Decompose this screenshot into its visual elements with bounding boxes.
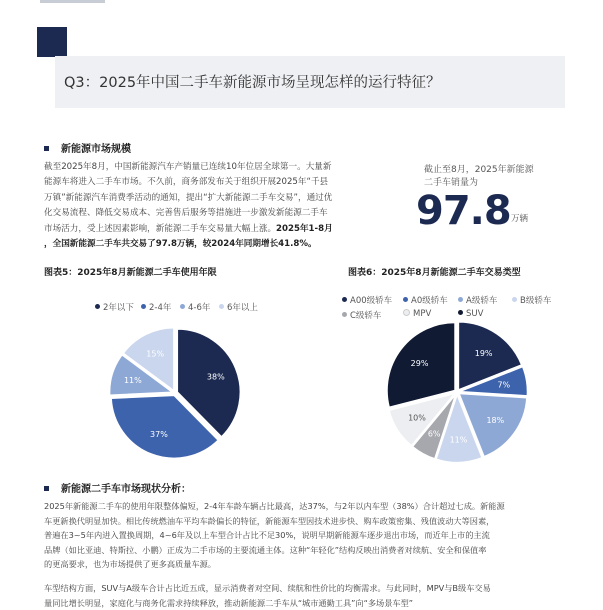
legend-label: A00级轿车 xyxy=(350,296,393,306)
para-bold-text: ，全国新能源二手车共交易了97.8万辆，较2024年同期增长41.8%。 xyxy=(44,239,317,250)
stat-label: 截止至8月，2025年新能源二手车销量为 xyxy=(424,165,534,188)
legend-swatch xyxy=(141,304,146,309)
legend-label: 2年以下 xyxy=(103,303,134,313)
legend-swatch xyxy=(458,310,463,315)
figure6-pie-chart xyxy=(387,322,527,462)
section-heading-text: 新能源二手车市场现状分析： xyxy=(61,484,191,495)
figure6-title: 图表6：2025年8月新能源二手车交易类型 xyxy=(348,268,521,278)
legend-item xyxy=(512,294,551,306)
pie-slice-label: 7% xyxy=(497,380,511,390)
pie-slice-label: 10% xyxy=(408,413,426,423)
para-line-text: 市场活力，受上述因素影响，新能源二手车交易量大幅上涨。 xyxy=(44,223,277,234)
pie-slice-label: 38% xyxy=(206,372,225,382)
vehicle-structure-paragraph xyxy=(44,581,564,610)
pie-slice-label: 11% xyxy=(123,376,142,386)
para-line: 万镇”新能源汽车消费季活动的通知，提出“扩大新能源二手车交易”，通过优 xyxy=(44,192,333,203)
stat-value: 97.8 xyxy=(416,188,511,234)
legend-swatch xyxy=(342,312,347,317)
legend-label: 6年以上 xyxy=(227,303,258,313)
legend-label: A级轿车 xyxy=(466,296,498,306)
legend-label: B级轿车 xyxy=(520,296,552,306)
pie-slice-label: 19% xyxy=(474,348,493,358)
para-bold-text: 2025年1-8月 xyxy=(276,223,333,234)
para-line: 能源车将进入二手车市场。不久前，商务部发布关于组织开展2025年“千县 xyxy=(44,177,329,188)
legend-swatch xyxy=(219,304,224,309)
legend-item xyxy=(141,301,171,313)
para-line: 车更新换代明显加快。相比传统燃油车平均车龄偏长的特征，新能源车型因技术进步快、购车政策密集、残值波动大等因素， xyxy=(44,515,495,526)
legend-swatch xyxy=(95,304,100,309)
legend-item xyxy=(403,309,431,319)
legend-item xyxy=(342,294,392,306)
para-line: 量同比增长明显，家庭化与商务化需求持续释放，推动新能源二手车从“城市通勤工具”向“多场景车型” xyxy=(44,597,414,608)
corner-accent-square xyxy=(37,27,67,57)
para-line: 2025年新能源二手车的使用年限整体偏短，2-4年车龄车辆占比最高，达37%，与2年以内车型（38%）合计超过七成。新能源 xyxy=(44,501,505,511)
top-edge-mark xyxy=(40,0,105,3)
legend-label: MPV xyxy=(413,309,432,319)
legend-swatch xyxy=(458,297,463,302)
pie-slice-label: 11% xyxy=(449,435,468,445)
legend-item xyxy=(458,309,483,319)
legend-label: SUV xyxy=(466,309,484,319)
section-heading-market-size xyxy=(44,140,131,155)
legend-label: 4-6年 xyxy=(188,303,211,313)
legend-label: C级轿车 xyxy=(350,311,382,321)
page-title: Q3：2025年中国二手车新能源市场呈现怎样的运行特征？ xyxy=(64,75,441,91)
legend-swatch xyxy=(403,309,410,316)
market-analysis-paragraph xyxy=(44,499,564,572)
pie-slice-label: 15% xyxy=(146,349,165,359)
figure5-title: 图表5：2025年8月新能源二手车使用年限 xyxy=(44,268,217,278)
legend-swatch xyxy=(403,297,408,302)
legend-item xyxy=(219,301,258,313)
para-line xyxy=(44,222,374,237)
para-line: 品牌（如比亚迪、特斯拉、小鹏）正成为二手市场的主要流通主体。这种“年轻化”结构反映出消费者对续航、安全和保值率 xyxy=(44,544,487,555)
para-line xyxy=(44,237,374,252)
stat-unit: 万辆 xyxy=(511,214,529,224)
figure5-pie-chart xyxy=(110,328,240,458)
pie-slice-label: 18% xyxy=(486,415,505,425)
market-size-paragraph xyxy=(44,160,374,252)
legend-swatch xyxy=(180,304,185,309)
bullet-square-icon xyxy=(44,146,49,151)
legend-item xyxy=(342,309,381,321)
para-line: 普遍在3~5年内进入置换周期，4~6年及以上车型合计占比不足30%，说明早期新能源车逐步退出市场，而近年上市的主流 xyxy=(44,530,490,541)
bullet-square-icon xyxy=(44,486,49,491)
pie-slice-label: 29% xyxy=(410,358,429,368)
legend-item xyxy=(180,301,210,313)
legend-label: 2-4年 xyxy=(149,303,172,313)
legend-item xyxy=(458,294,497,306)
pie-slice-label: 6% xyxy=(427,429,441,439)
para-line: 化交易流程、降低交易成本、完善售后服务等措施进一步激发新能源二手车 xyxy=(44,208,328,219)
legend-swatch xyxy=(342,297,347,302)
legend-swatch xyxy=(512,297,517,302)
section-heading-market-analysis xyxy=(44,480,191,495)
legend-item xyxy=(95,301,134,313)
legend-item xyxy=(403,294,448,306)
para-line: 的更高要求，也为市场提供了更多高质量车源。 xyxy=(44,559,216,570)
pie-slice-label: 37% xyxy=(150,430,168,440)
para-line: 截至2025年8月，中国新能源汽车产销量已连续10年位居全球第一。大量新 xyxy=(44,162,332,172)
para-line: 车型结构方面，SUV与A级车合计占比近五成，显示消费者对空间、续航和性价比的均衡需求。与此同时，MPV与B级车交易 xyxy=(44,583,491,593)
legend-label: A0级轿车 xyxy=(411,296,448,306)
section-heading-text: 新能源市场规模 xyxy=(61,144,131,155)
